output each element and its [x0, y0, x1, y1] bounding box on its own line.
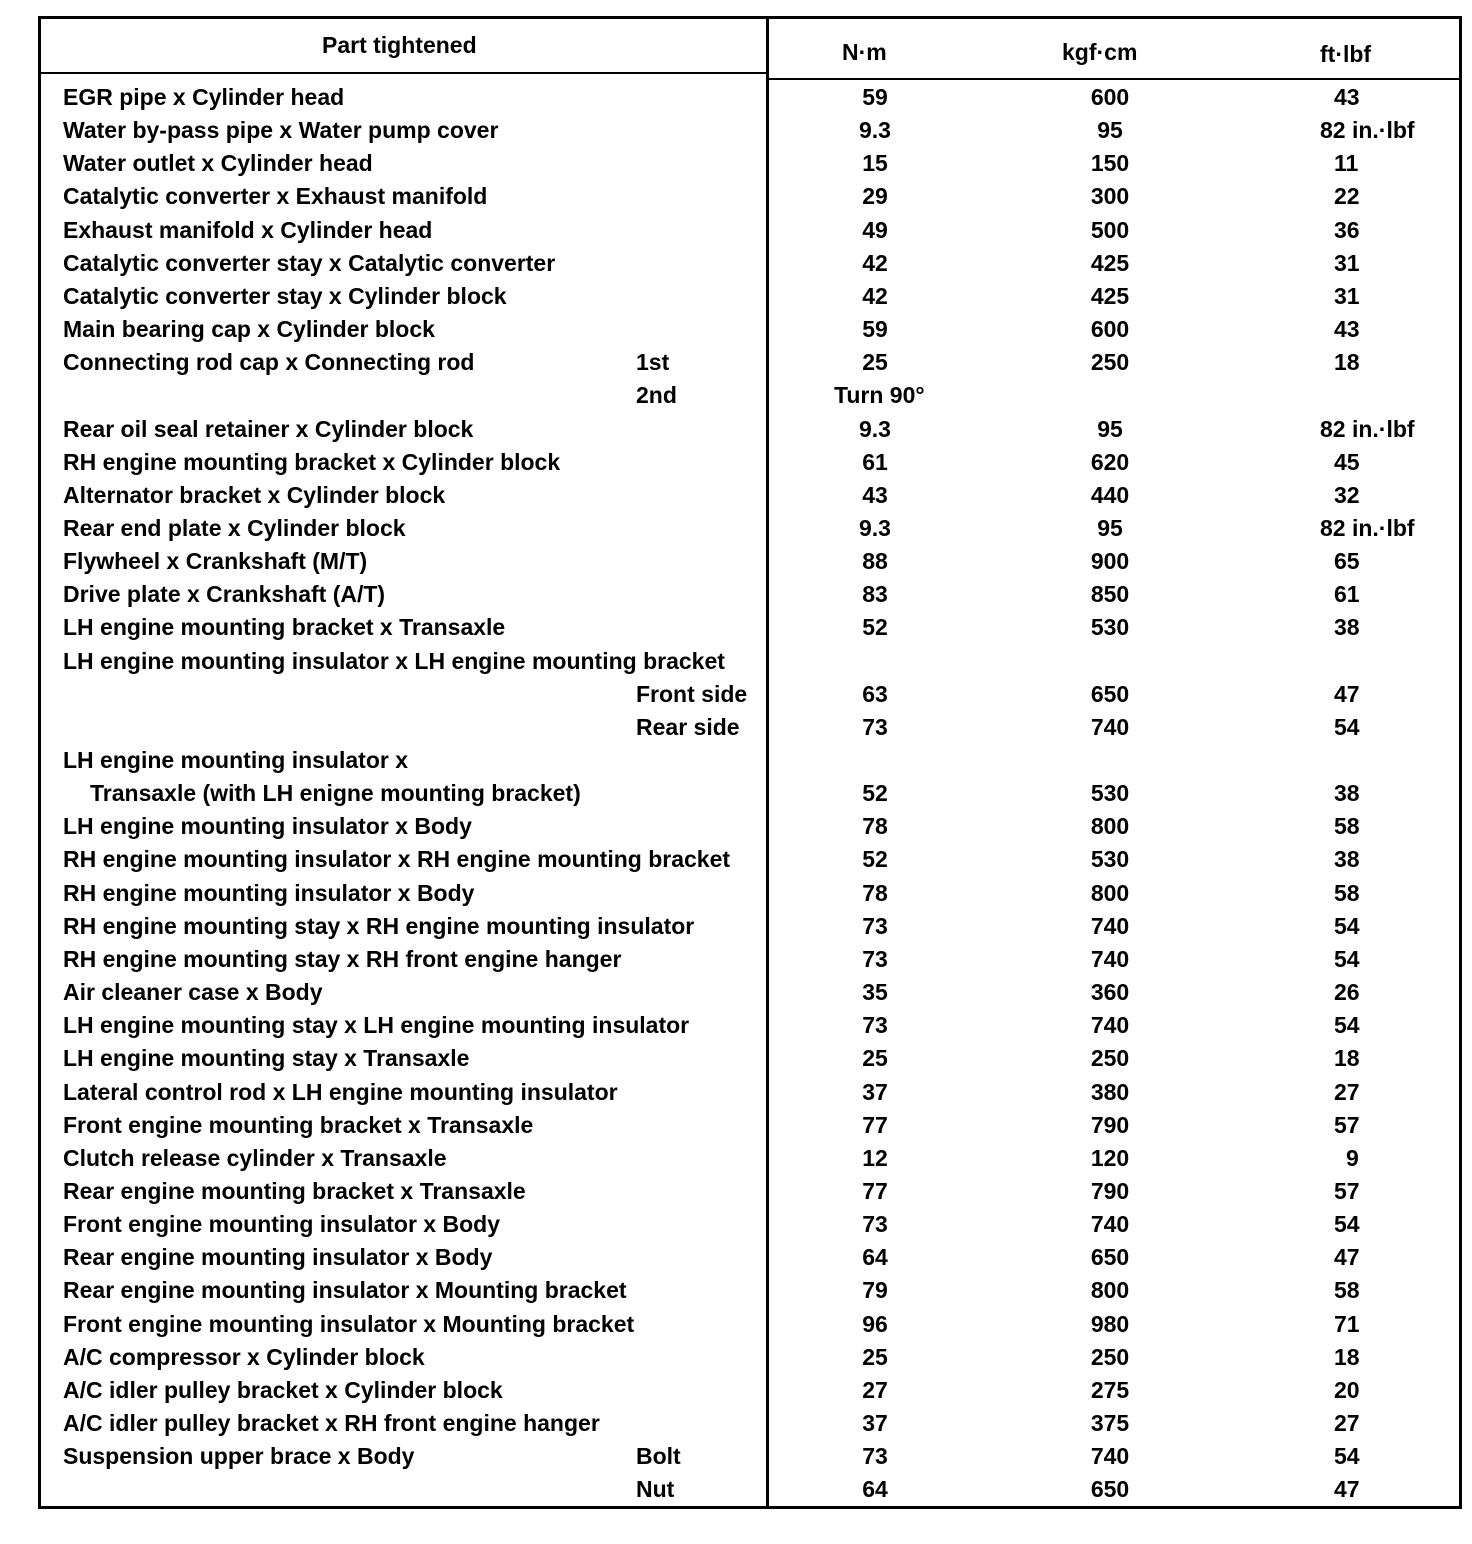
nm-value: 37 [862, 1410, 888, 1436]
nm-value: 73 [862, 1443, 888, 1469]
part-note: Bolt [636, 1443, 681, 1469]
nm-value: 59 [862, 316, 888, 342]
part-name: LH engine mounting insulator x LH engine mounting bracket [63, 648, 725, 674]
part-note: Rear side [636, 714, 740, 740]
part-note: Front side [636, 681, 748, 707]
ftlbf-value: 47 [1334, 1244, 1360, 1270]
part-name: Transaxle (with LH enigne mounting bracket) [90, 780, 581, 806]
nm-value: 77 [862, 1112, 888, 1138]
kgfcm-value: 380 [1090, 1079, 1130, 1105]
nm-value: 27 [862, 1377, 888, 1403]
nm-value: 52 [862, 780, 888, 806]
nm-value: 64 [862, 1244, 888, 1270]
nm-value: 64 [862, 1476, 888, 1502]
kgfcm-value: 600 [1090, 316, 1130, 342]
ftlbf-value: 26 [1334, 979, 1360, 1005]
kgfcm-value: 250 [1090, 1045, 1130, 1071]
part-name: Drive plate x Crankshaft (A/T) [63, 581, 386, 607]
part-name: RH engine mounting stay x RH engine mounting insulator [63, 913, 695, 939]
nm-value: 61 [862, 449, 888, 475]
kgfcm-value: 530 [1090, 614, 1130, 640]
ftlbf-value: 11 [1334, 150, 1359, 176]
nm-value: 9.3 [859, 416, 891, 442]
part-name: Rear engine mounting bracket x Transaxle [63, 1178, 526, 1204]
ftlbf-value: 82 in.·lbf [1320, 416, 1415, 442]
part-name: A/C compressor x Cylinder block [63, 1344, 425, 1370]
nm-value: 96 [862, 1311, 888, 1337]
kgfcm-value: 375 [1090, 1410, 1130, 1436]
part-name: RH engine mounting stay x RH front engine hanger [63, 946, 622, 972]
ftlbf-value: 18 [1334, 1344, 1360, 1370]
ftlbf-value: 31 [1334, 283, 1360, 309]
kgfcm-value: 360 [1090, 979, 1130, 1005]
kgfcm-value: 740 [1090, 714, 1130, 740]
part-name: Rear engine mounting insulator x Body [63, 1244, 493, 1270]
nm-value: 73 [862, 1211, 888, 1237]
ftlbf-value: 54 [1334, 1443, 1360, 1469]
nm-value: 35 [862, 979, 888, 1005]
part-name: Water by-pass pipe x Water pump cover [63, 117, 499, 143]
ftlbf-value: 18 [1334, 1045, 1360, 1071]
part-name: LH engine mounting bracket x Transaxle [63, 614, 506, 640]
kgfcm-value: 740 [1090, 946, 1130, 972]
part-name: RH engine mounting insulator x Body [63, 880, 475, 906]
ftlbf-value: 82 in.·lbf [1320, 117, 1415, 143]
nm-value: 29 [862, 183, 888, 209]
nm-value: 73 [862, 714, 888, 740]
nm-value: 63 [862, 681, 888, 707]
kgfcm-value: 790 [1090, 1178, 1130, 1204]
kgfcm-value: 150 [1090, 150, 1130, 176]
ftlbf-value: 32 [1334, 482, 1360, 508]
nm-value: 43 [862, 482, 888, 508]
ftlbf-value: 45 [1334, 449, 1360, 475]
ftlbf-value: 54 [1334, 946, 1360, 972]
part-name: Catalytic converter x Exhaust manifold [63, 183, 488, 209]
part-name: Front engine mounting insulator x Body [63, 1211, 500, 1237]
part-name: Rear engine mounting insulator x Mounting bracket [63, 1277, 627, 1303]
kgfcm-value: 95 [1097, 117, 1123, 143]
part-name: Connecting rod cap x Connecting rod [63, 349, 475, 375]
part-name: EGR pipe x Cylinder head [63, 84, 345, 110]
part-name: A/C idler pulley bracket x RH front engine hanger [63, 1410, 600, 1436]
ftlbf-value: 54 [1334, 714, 1360, 740]
kgfcm-value: 500 [1090, 217, 1130, 243]
ftlbf-value: 47 [1334, 1476, 1360, 1502]
header-nm: N·m [842, 39, 887, 65]
part-header-rule [38, 72, 768, 74]
nm-value: 52 [862, 846, 888, 872]
header-kgfcm: kgf·cm [1062, 39, 1138, 65]
kgfcm-value: 425 [1090, 283, 1130, 309]
kgfcm-value: 95 [1097, 416, 1123, 442]
nm-value: 25 [862, 349, 888, 375]
part-name: Front engine mounting bracket x Transaxle [63, 1112, 534, 1138]
part-note: Nut [636, 1476, 675, 1502]
kgfcm-value: 440 [1090, 482, 1130, 508]
part-name: Air cleaner case x Body [63, 979, 323, 1005]
kgfcm-value: 980 [1090, 1311, 1130, 1337]
ftlbf-value: 36 [1334, 217, 1360, 243]
part-name: Main bearing cap x Cylinder block [63, 316, 435, 342]
nm-value: 77 [862, 1178, 888, 1204]
nm-value: 42 [862, 283, 888, 309]
nm-value: 79 [862, 1277, 888, 1303]
kgfcm-value: 740 [1090, 1012, 1130, 1038]
nm-value: Turn 90° [834, 382, 925, 408]
nm-value: 83 [862, 581, 888, 607]
part-note: 1st [636, 349, 670, 375]
ftlbf-value: 38 [1334, 614, 1360, 640]
nm-value: 9.3 [859, 515, 891, 541]
values-header-rule [766, 78, 1462, 80]
nm-value: 73 [862, 913, 888, 939]
nm-value: 25 [862, 1045, 888, 1071]
kgfcm-value: 740 [1090, 1443, 1130, 1469]
ftlbf-value: 22 [1334, 183, 1360, 209]
part-note: 2nd [636, 382, 677, 408]
ftlbf-value: 58 [1334, 1277, 1360, 1303]
ftlbf-value: 27 [1334, 1079, 1360, 1105]
ftlbf-value: 58 [1334, 880, 1360, 906]
kgfcm-value: 900 [1090, 548, 1130, 574]
kgfcm-value: 530 [1090, 846, 1130, 872]
part-name: Rear oil seal retainer x Cylinder block [63, 416, 474, 442]
kgfcm-value: 250 [1090, 349, 1130, 375]
nm-value: 9.3 [859, 117, 891, 143]
ftlbf-value: 27 [1334, 1410, 1360, 1436]
kgfcm-value: 790 [1090, 1112, 1130, 1138]
ftlbf-value: 54 [1334, 913, 1360, 939]
kgfcm-value: 120 [1090, 1145, 1130, 1171]
part-name: LH engine mounting insulator x [63, 747, 408, 773]
nm-value: 15 [862, 150, 888, 176]
ftlbf-value: 43 [1334, 84, 1360, 110]
kgfcm-value: 800 [1090, 813, 1130, 839]
ftlbf-value: 9 [1346, 1145, 1359, 1171]
part-name: Lateral control rod x LH engine mounting insulator [63, 1079, 618, 1105]
header-part-tightened: Part tightened [322, 32, 477, 58]
part-name: LH engine mounting insulator x Body [63, 813, 472, 839]
kgfcm-value: 740 [1090, 913, 1130, 939]
kgfcm-value: 650 [1090, 681, 1130, 707]
kgfcm-value: 275 [1090, 1377, 1130, 1403]
header-ftlbf: ft·lbf [1320, 41, 1372, 67]
ftlbf-value: 47 [1334, 681, 1360, 707]
ftlbf-value: 38 [1334, 846, 1360, 872]
part-name: Alternator bracket x Cylinder block [63, 482, 446, 508]
kgfcm-value: 850 [1090, 581, 1130, 607]
ftlbf-value: 61 [1334, 581, 1360, 607]
part-name: LH engine mounting stay x Transaxle [63, 1045, 470, 1071]
part-name: LH engine mounting stay x LH engine mounting insulator [63, 1012, 690, 1038]
nm-value: 59 [862, 84, 888, 110]
kgfcm-value: 800 [1090, 1277, 1130, 1303]
kgfcm-value: 600 [1090, 84, 1130, 110]
kgfcm-value: 650 [1090, 1244, 1130, 1270]
part-name: Water outlet x Cylinder head [63, 150, 373, 176]
kgfcm-value: 300 [1090, 183, 1130, 209]
nm-value: 52 [862, 614, 888, 640]
ftlbf-value: 31 [1334, 250, 1360, 276]
part-name: RH engine mounting insulator x RH engine mounting bracket [63, 846, 731, 872]
nm-value: 49 [862, 217, 888, 243]
nm-value: 88 [862, 548, 888, 574]
ftlbf-value: 71 [1334, 1311, 1360, 1337]
part-name: Rear end plate x Cylinder block [63, 515, 406, 541]
part-name: Front engine mounting insulator x Mounting bracket [63, 1311, 635, 1337]
kgfcm-value: 620 [1090, 449, 1130, 475]
ftlbf-value: 43 [1334, 316, 1360, 342]
kgfcm-value: 740 [1090, 1211, 1130, 1237]
part-name: RH engine mounting bracket x Cylinder block [63, 449, 561, 475]
part-name: Suspension upper brace x Body [63, 1443, 415, 1469]
part-name: A/C idler pulley bracket x Cylinder block [63, 1377, 503, 1403]
ftlbf-value: 20 [1334, 1377, 1360, 1403]
ftlbf-value: 58 [1334, 813, 1360, 839]
nm-value: 37 [862, 1079, 888, 1105]
nm-value: 73 [862, 1012, 888, 1038]
nm-value: 73 [862, 946, 888, 972]
ftlbf-value: 54 [1334, 1012, 1360, 1038]
nm-value: 25 [862, 1344, 888, 1370]
nm-value: 12 [862, 1145, 888, 1171]
part-name: Catalytic converter stay x Cylinder block [63, 283, 507, 309]
part-name: Exhaust manifold x Cylinder head [63, 217, 433, 243]
nm-value: 78 [862, 880, 888, 906]
kgfcm-value: 95 [1097, 515, 1123, 541]
kgfcm-value: 250 [1090, 1344, 1130, 1370]
ftlbf-value: 54 [1334, 1211, 1360, 1237]
part-name: Flywheel x Crankshaft (M/T) [63, 548, 368, 574]
ftlbf-value: 38 [1334, 780, 1360, 806]
nm-value: 42 [862, 250, 888, 276]
column-divider [766, 16, 769, 1509]
part-name: Catalytic converter stay x Catalytic converter [63, 250, 556, 276]
ftlbf-value: 18 [1334, 349, 1360, 375]
nm-value: 78 [862, 813, 888, 839]
kgfcm-value: 425 [1090, 250, 1130, 276]
kgfcm-value: 530 [1090, 780, 1130, 806]
ftlbf-value: 57 [1334, 1178, 1360, 1204]
ftlbf-value: 82 in.·lbf [1320, 515, 1415, 541]
ftlbf-value: 65 [1334, 548, 1360, 574]
ftlbf-value: 57 [1334, 1112, 1360, 1138]
kgfcm-value: 650 [1090, 1476, 1130, 1502]
part-name: Clutch release cylinder x Transaxle [63, 1145, 447, 1171]
kgfcm-value: 800 [1090, 880, 1130, 906]
